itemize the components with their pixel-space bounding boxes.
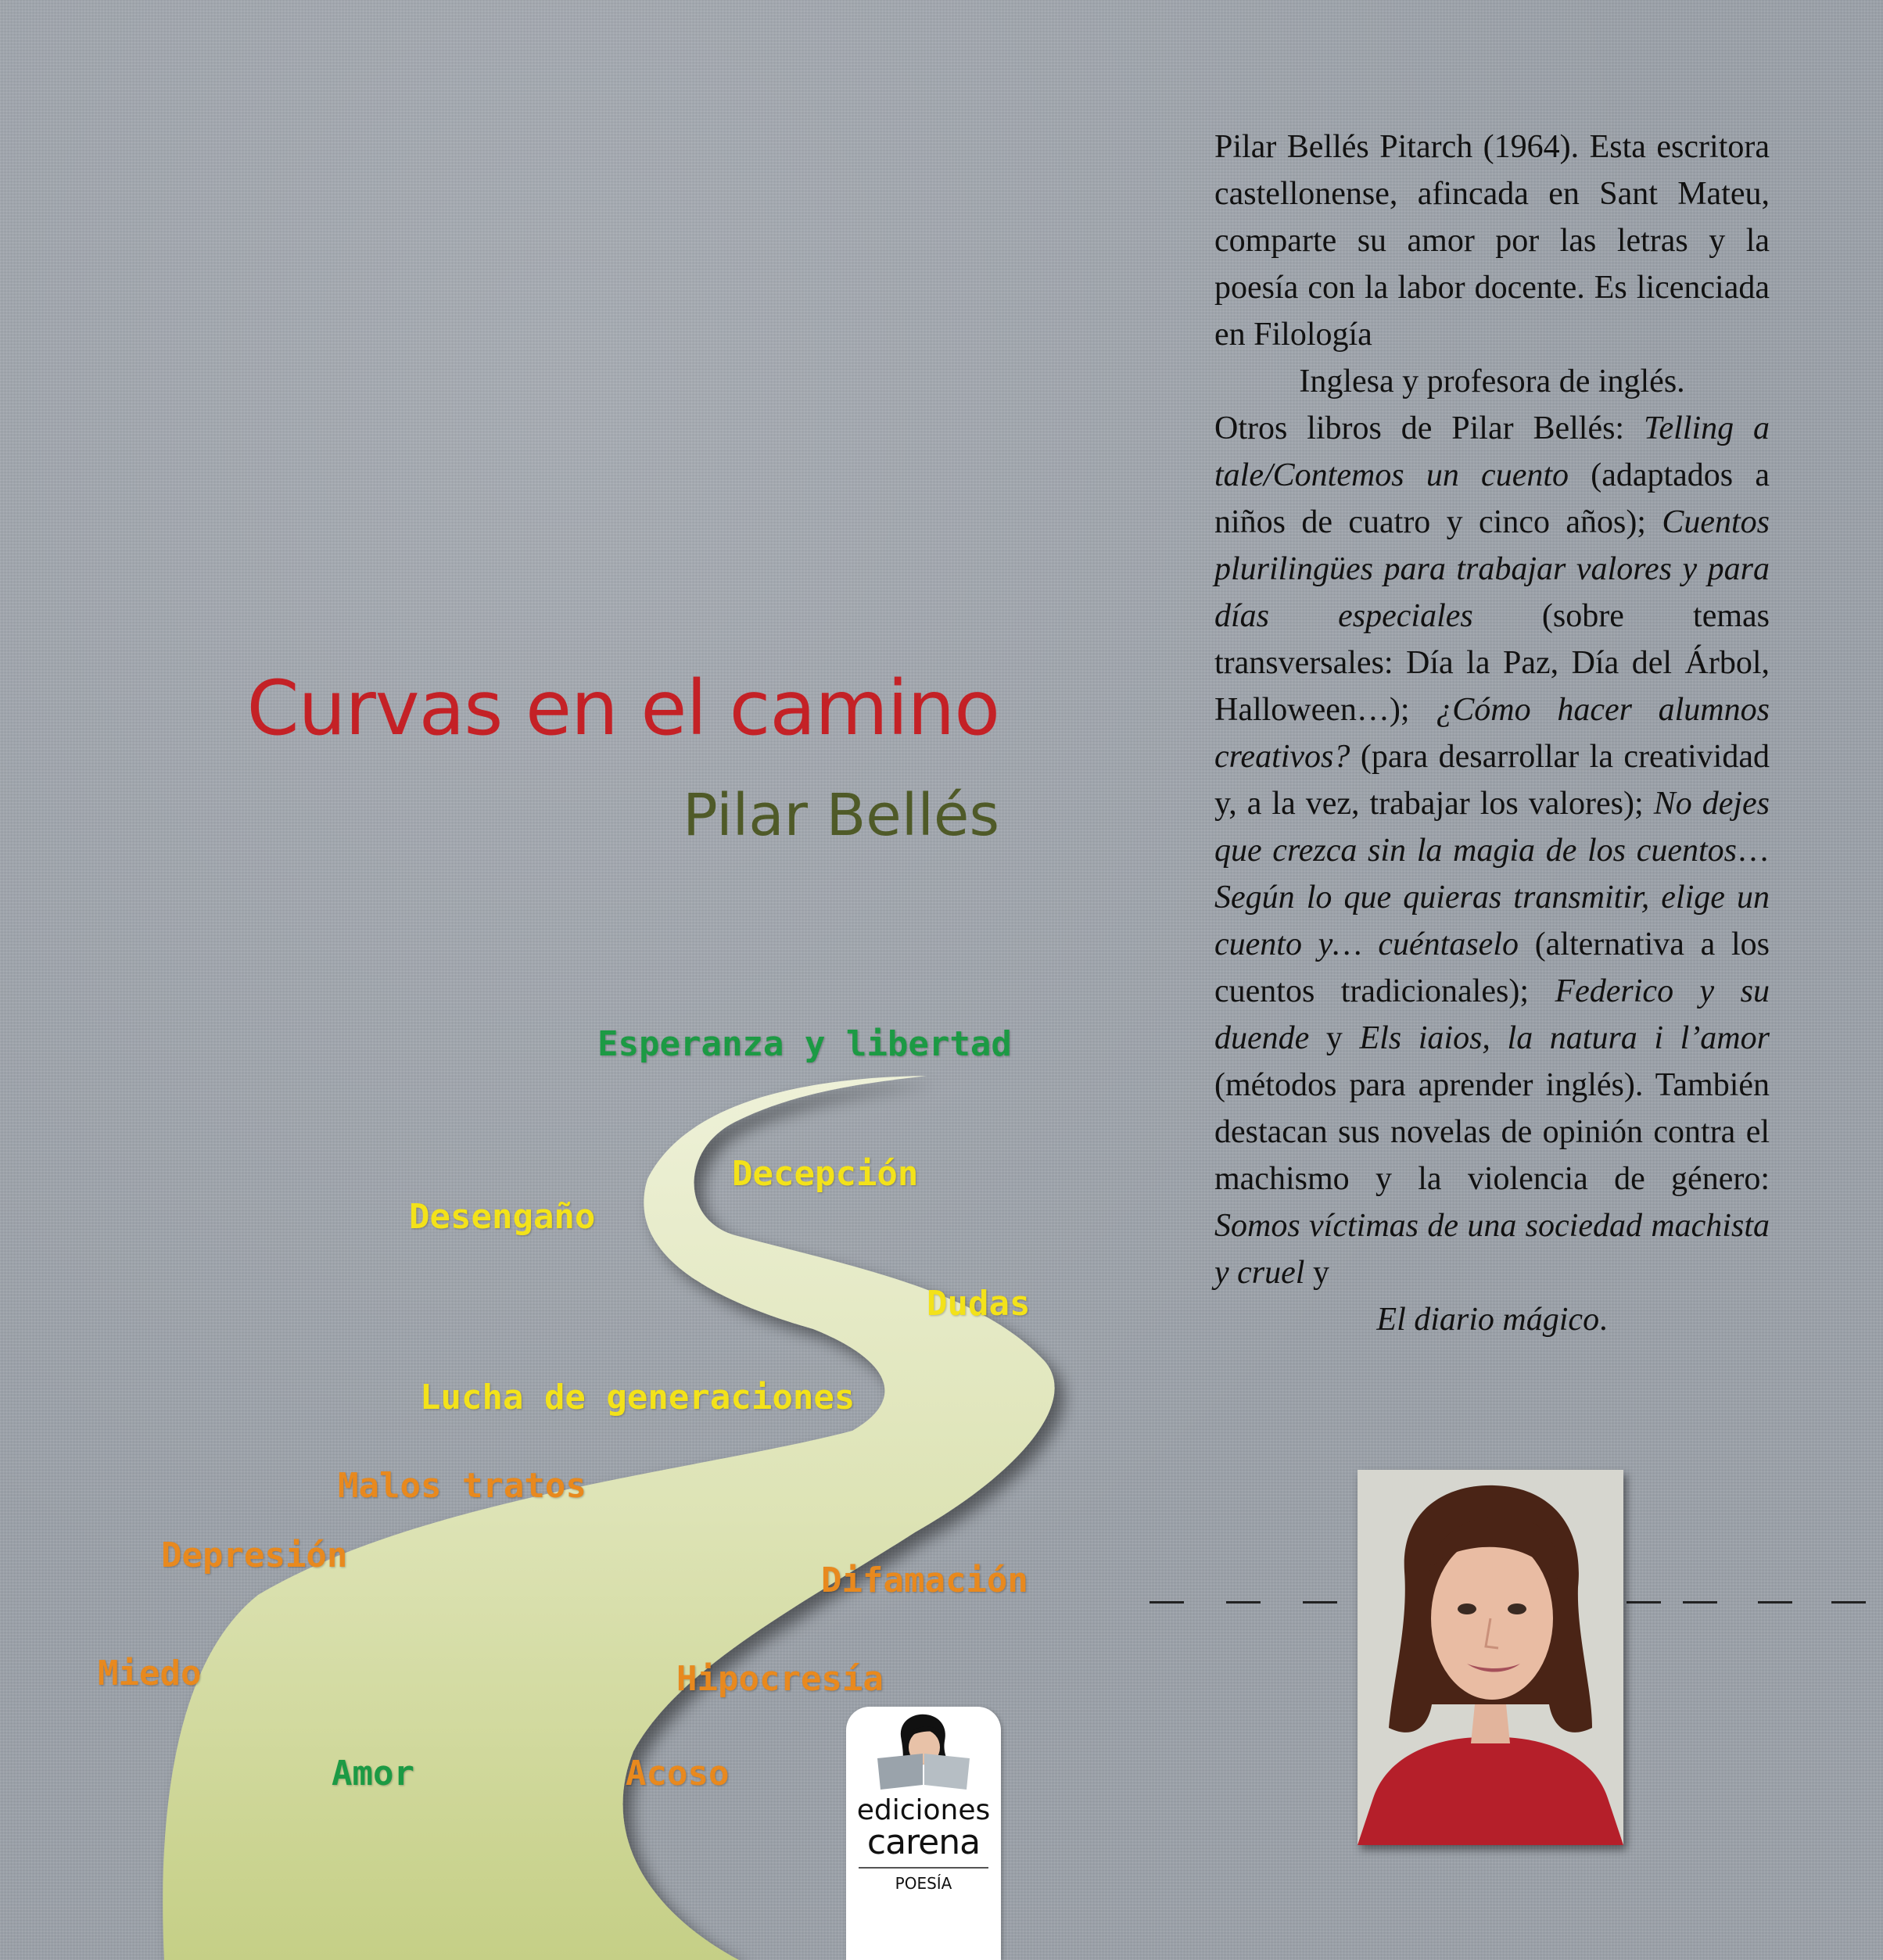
dash-mark <box>1627 1601 1661 1603</box>
bio-text: (métodos para aprender inglés). También destacan sus novelas de opinión contra el machismo y la violencia de género: <box>1214 1067 1770 1197</box>
book-title-ref: Telling a tale/Contemos un cuento <box>1214 410 1770 493</box>
road-word-difamacion: Difamación <box>821 1560 1028 1600</box>
book-title: Curvas en el camino <box>246 665 999 752</box>
portrait-image <box>1358 1470 1623 1845</box>
publisher-collection: POESÍA <box>895 1874 952 1893</box>
bio-paragraph-1-last-line: Inglesa y profesora de inglés. <box>1299 364 1685 400</box>
book-title-ref: Según lo que quieras transmitir, elige un cuento y… cuéntaselo <box>1214 880 1770 962</box>
road-word-lucha: Lucha de generaciones <box>420 1378 855 1417</box>
publisher-name-line1: ediciones <box>856 1794 991 1826</box>
bio-paragraph-2-last-line <box>1214 1296 1770 1343</box>
book-title-ref: Somos víctimas de una sociedad machista y cruel <box>1214 1208 1770 1291</box>
bio-text: Otros libros de Pilar Bellés: <box>1214 410 1644 446</box>
road-word-miedo: Miedo <box>98 1654 202 1693</box>
dash-mark <box>1226 1601 1261 1603</box>
road-word-esperanza: Esperanza y libertad <box>597 1024 1012 1064</box>
bio-paragraph-2 <box>1214 405 1770 1296</box>
bio-paragraph-1: Pilar Bellés Pitarch (1964). Esta escritora castellonense, afincada en Sant Mateu, comparte su amor por las letras y la poesía con la labor docente. Es licenciada en Filología <box>1214 129 1770 353</box>
author-photo <box>1358 1470 1623 1845</box>
book-title-ref: El diario mágico <box>1376 1302 1600 1338</box>
road-word-hipocresia: Hipocresía <box>676 1659 884 1699</box>
book-author: Pilar Bellés <box>683 782 999 849</box>
dash-mark <box>1683 1601 1717 1603</box>
road-word-decepcion: Decepción <box>732 1154 919 1194</box>
publisher-logo <box>846 1707 1001 1960</box>
dash-mark <box>1758 1601 1792 1603</box>
bio-text: y <box>1309 1020 1360 1056</box>
bio-text: (adaptados a niños de cuatro y cinco años); <box>1214 457 1770 540</box>
road-word-amor: Amor <box>332 1754 414 1793</box>
bio-text: (alternativa a los cuentos tradicionales); <box>1214 926 1770 1009</box>
book-title-ref: ¿Cómo hacer alumnos creativos? <box>1214 692 1770 775</box>
publisher-name-line2: carena <box>866 1822 981 1862</box>
bio-text: … <box>1737 833 1770 869</box>
book-title-ref: Cuentos plurilingües para trabajar valores y para días especiales <box>1214 504 1770 634</box>
dash-mark <box>1150 1601 1184 1603</box>
book-title-ref: Els iaios, la natura i l’amor <box>1359 1020 1770 1056</box>
logo-divider <box>859 1867 988 1869</box>
dash-mark <box>1831 1601 1866 1603</box>
bio-text: . <box>1599 1302 1608 1338</box>
reader-logo-icon <box>846 1707 1001 1793</box>
author-biography <box>1214 124 1770 1343</box>
bio-text: (sobre temas transversales: Día la Paz, Día del Árbol, Halloween…); <box>1214 598 1770 728</box>
book-title-ref: No dejes que crezca sin la magia de los cuentos <box>1214 786 1770 869</box>
bio-text: (para desarrollar la creatividad y, a la vez, trabajar los valores); <box>1214 739 1770 822</box>
road-word-depresion: Depresión <box>161 1535 348 1575</box>
road-word-acoso: Acoso <box>626 1754 730 1793</box>
road-word-dudas: Dudas <box>927 1284 1031 1324</box>
bio-text: y <box>1304 1255 1329 1291</box>
book-title-ref: Federico y su duende <box>1214 973 1770 1056</box>
dash-mark <box>1303 1601 1337 1603</box>
road-word-desengano: Desengaño <box>409 1197 596 1237</box>
road-word-malos-tratos: Malos tratos <box>338 1466 586 1506</box>
